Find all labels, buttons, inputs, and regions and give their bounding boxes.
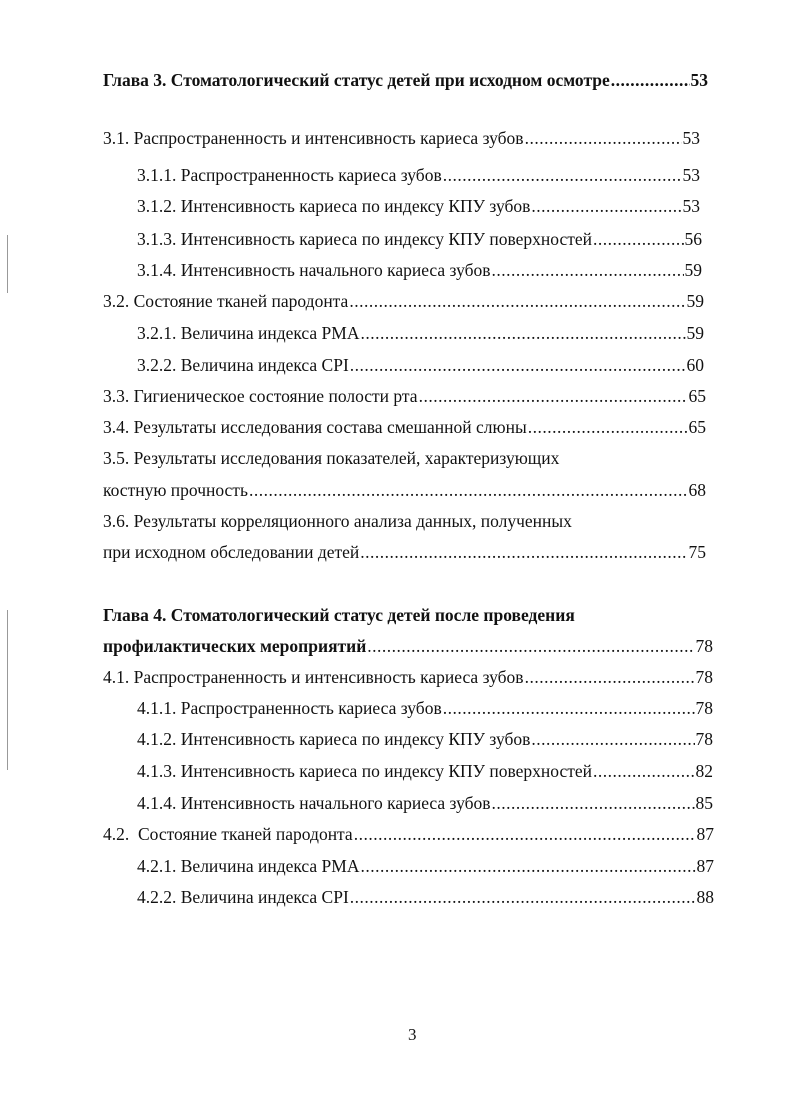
dot-leader (354, 823, 696, 845)
toc-page: 56 (684, 229, 702, 249)
toc-title: 3.2. Состояние тканей пародонта (103, 291, 349, 311)
toc-title: 3.6. Результаты корреляционного анализа данных, полученных (103, 511, 572, 531)
toc-title: 3.3. Гигиеническое состояние полости рта (103, 386, 418, 406)
toc-entry (103, 127, 700, 149)
dot-leader (350, 354, 686, 376)
toc-page: 87 (696, 824, 714, 844)
toc-title: Глава 4. Стоматологический статус детей после проведения (103, 605, 575, 625)
toc-entry-line (103, 447, 708, 469)
toc-page: 59 (686, 291, 704, 311)
toc-page: 78 (695, 636, 713, 656)
toc-entry (137, 855, 714, 877)
toc-title: 4.2. Состояние тканей пародонта (103, 824, 353, 844)
toc-title: Глава 3. Стоматологический статус детей при исходном осмотре (103, 70, 610, 90)
toc-entry (137, 354, 704, 376)
toc-title: 3.4. Результаты исследования состава смешанной слюны (103, 417, 527, 437)
toc-page: 60 (686, 355, 704, 375)
toc-page: 82 (695, 761, 713, 781)
toc-title: профилактических мероприятий (103, 636, 367, 656)
toc-page: 88 (696, 887, 714, 907)
toc-title: 3.2.2. Величина индекса CPI (137, 355, 349, 375)
toc-title: 4.1.1. Распространенность кариеса зубов (137, 698, 442, 718)
toc-entry (103, 416, 706, 438)
dot-leader (593, 760, 694, 782)
toc-title: 3.1.4. Интенсивность начального кариеса зубов (137, 260, 491, 280)
toc-title: 3.1. Распространенность и интенсивность кариеса зубов (103, 128, 524, 148)
toc-page: 78 (695, 698, 713, 718)
dot-leader (492, 259, 684, 281)
toc-page: 78 (695, 729, 713, 749)
toc-page: 87 (696, 856, 714, 876)
dot-leader (492, 792, 695, 814)
toc-entry (137, 259, 702, 281)
toc-title: 3.2.1. Величина индекса РМА (137, 323, 360, 343)
dot-leader (360, 322, 685, 344)
dot-leader (443, 164, 682, 186)
dot-leader (525, 666, 695, 688)
dot-leader (443, 697, 695, 719)
dot-leader (367, 635, 694, 657)
dot-leader (419, 385, 688, 407)
toc-entry (103, 635, 713, 657)
toc-title: 3.5. Результаты исследования показателей, характеризующих (103, 448, 560, 468)
toc-entry (137, 164, 700, 186)
toc-title: 3.1.3. Интенсивность кариеса по индексу КПУ поверхностей (137, 229, 593, 249)
toc-page: 75 (688, 542, 706, 562)
toc-page: 65 (688, 386, 706, 406)
toc-page: 53 (690, 70, 708, 90)
toc-page: 53 (682, 196, 700, 216)
toc-page: 53 (682, 128, 700, 148)
toc-page: 65 (688, 417, 706, 437)
scan-artifact (7, 610, 8, 770)
toc-page: 59 (686, 323, 704, 343)
toc-title: 4.2.2. Величина индекса CPI (137, 887, 349, 907)
page-number: 3 (408, 1025, 417, 1044)
dot-leader (525, 127, 682, 149)
dot-leader (531, 195, 681, 217)
dot-leader (531, 728, 694, 750)
toc-title: 3.1.2. Интенсивность кариеса по индексу КПУ зубов (137, 196, 531, 216)
dot-leader (350, 886, 696, 908)
dot-leader (611, 69, 690, 91)
toc-page: 68 (688, 480, 706, 500)
toc-entry (137, 322, 704, 344)
toc-entry-line (103, 510, 708, 532)
toc-title: 4.1.2. Интенсивность кариеса по индексу КПУ зубов (137, 729, 531, 749)
toc-chapter-3 (103, 69, 708, 91)
toc-entry (137, 728, 713, 750)
toc-title: костную прочность (103, 480, 248, 500)
toc-chapter-4 (103, 604, 708, 626)
toc-title: 3.1.1. Распространенность кариеса зубов (137, 165, 442, 185)
toc-entry (137, 228, 702, 250)
toc-page: 78 (695, 667, 713, 687)
toc-entry (103, 666, 713, 688)
dot-leader (360, 855, 695, 877)
toc-page: 53 (682, 165, 700, 185)
toc-title: 4.2.1. Величина индекса РМА (137, 856, 360, 876)
toc-entry (103, 823, 714, 845)
toc-entry (103, 385, 706, 407)
dot-leader (349, 290, 685, 312)
toc-entry (103, 479, 706, 501)
toc-title: 4.1.4. Интенсивность начального кариеса зубов (137, 793, 491, 813)
toc-page: 59 (684, 260, 702, 280)
toc-entry (137, 697, 713, 719)
scan-artifact (7, 235, 8, 293)
toc-entry (137, 792, 713, 814)
toc-entry (103, 541, 706, 563)
toc-page: 85 (695, 793, 713, 813)
dot-leader (528, 416, 688, 438)
toc-entry (137, 760, 713, 782)
toc-entry (137, 195, 700, 217)
toc-title: при исходном обследовании детей (103, 542, 360, 562)
toc-title: 4.1. Распространенность и интенсивность кариеса зубов (103, 667, 524, 687)
dot-leader (360, 541, 687, 563)
toc-entry (103, 290, 704, 312)
toc-entry (137, 886, 714, 908)
toc-title: 4.1.3. Интенсивность кариеса по индексу КПУ поверхностей (137, 761, 593, 781)
dot-leader (593, 228, 683, 250)
dot-leader (249, 479, 688, 501)
